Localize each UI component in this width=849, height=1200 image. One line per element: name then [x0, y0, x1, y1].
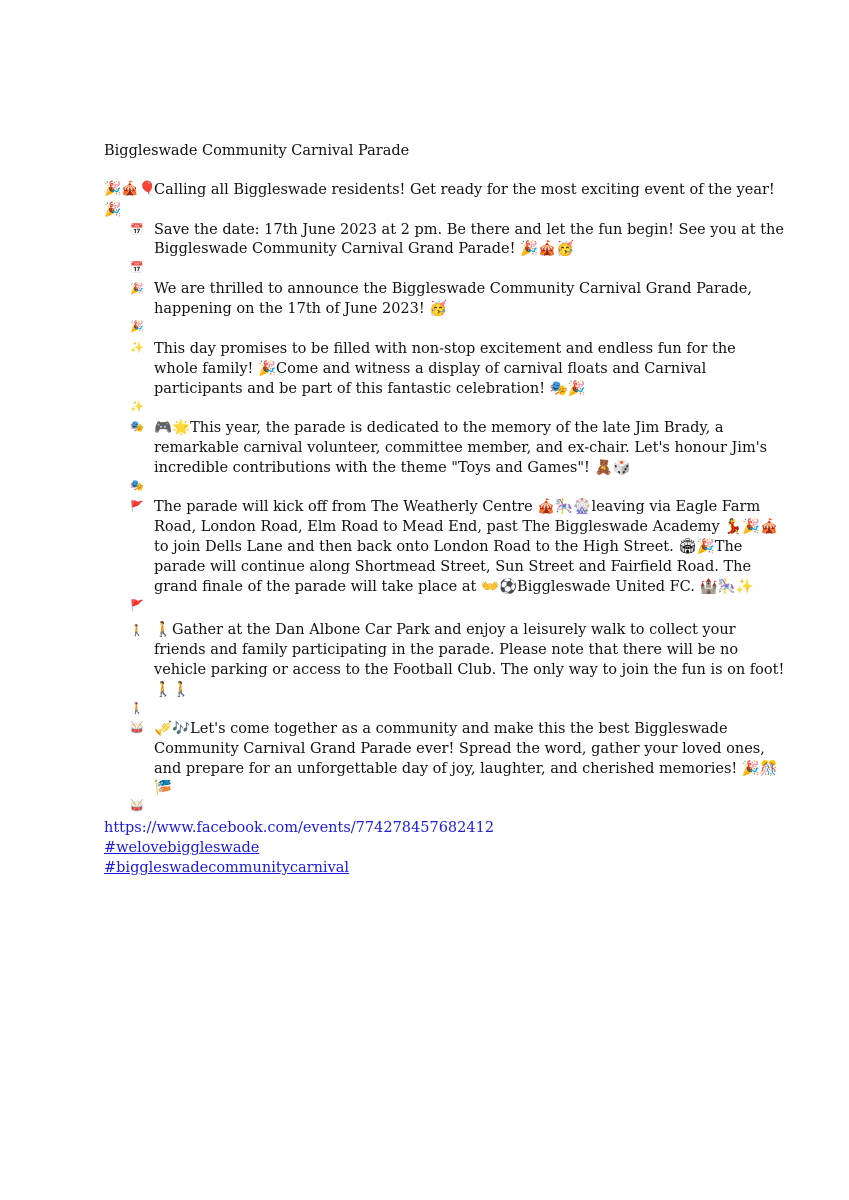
item-line: vehicle parking or access to the Football Club. The only way to join the fun is on foot! [154, 662, 785, 678]
item-line: happening on the 17th of June 2023! 🥳 [154, 301, 448, 317]
item-line: This day promises to be filled with non-stop excitement and endless fun for the [154, 341, 736, 357]
performing-arts-icon: 🎭 [130, 420, 144, 433]
item-line: Save the date: 17th June 2023 at 2 pm. Be there and let the fun begin! See you at the [154, 222, 784, 238]
item-line: The parade will kick off from The Weatherly Centre 🎪🎠🎡leaving via Eagle Farm [154, 499, 761, 515]
item-line: 🎏 [154, 780, 173, 796]
party-popper-icon: 🎉 [104, 202, 122, 218]
links-section [104, 818, 494, 878]
intro-text: Calling all Biggleswade residents! Get ready for the most exciting event of the year! [154, 182, 775, 198]
item-line: remarkable carnival volunteer, committee member, and ex-chair. Let's honour Jim's [154, 440, 768, 456]
walking-person-icon: 🚶 [130, 624, 144, 637]
item-line: incredible contributions with the theme "Toys and Games"! 🧸🎲 [154, 460, 631, 476]
item-line: 🚶🚶 [154, 682, 191, 698]
item-line: We are thrilled to announce the Biggleswade Community Carnival Grand Parade, [154, 281, 752, 297]
drum-icon: 🥁 [130, 799, 144, 812]
sparkles-icon: ✨ [130, 341, 144, 354]
item-line: 🎮🌟This year, the parade is dedicated to the memory of the late Jim Brady, a [154, 420, 724, 436]
item-line: 🚶Gather at the Dan Albone Car Park and enjoy a leisurely walk to collect your [154, 622, 736, 638]
item-line: Biggleswade Community Carnival Grand Parade! 🎉🎪🥳 [154, 241, 575, 257]
facebook-event-link[interactable]: https://www.facebook.com/events/774278457682412 [104, 820, 495, 836]
item-line: grand finale of the parade will take place at 👐⚽Biggleswade United FC. 🏰🎠✨ [154, 579, 754, 595]
item-line: parade will continue along Shortmead Street, Sun Street and Fairfield Road. The [154, 559, 752, 575]
item-line: and prepare for an unforgettable day of joy, laughter, and cherished memories! 🎉🎊 [154, 761, 778, 777]
walking-person-icon: 🚶 [130, 702, 144, 715]
party-popper-icon: 🎉 [130, 282, 144, 295]
item-line: participants and be part of this fantastic celebration! 🎭🎉 [154, 381, 586, 397]
hashtag-welovebiggleswade-link[interactable]: #welovebiggleswade [104, 840, 260, 856]
hashtag-biggleswadecommunitycarnival-link[interactable]: #biggleswadecommunitycarnival [104, 860, 350, 876]
red-flag-icon: 🚩 [130, 500, 144, 513]
performing-arts-icon: 🎭 [130, 479, 144, 492]
item-line: friends and family participating in the parade. Please note that there will be no [154, 642, 739, 658]
red-flag-icon: 🚩 [130, 599, 144, 612]
sparkles-icon: ✨ [130, 400, 144, 413]
item-line: to join Dells Lane and then back onto London Road to the High Street. 🏟🎉The [154, 539, 743, 555]
party-balloon-icons: 🎉🎪🎈 [104, 181, 157, 197]
party-popper-icon: 🎉 [130, 320, 144, 333]
document-title: Biggleswade Community Carnival Parade [104, 143, 410, 159]
calendar-icon: 📅 [130, 261, 144, 274]
item-line: Road, London Road, Elm Road to Mead End, past The Biggleswade Academy 💃🎉🎪 [154, 519, 779, 535]
calendar-icon: 📅 [130, 223, 144, 236]
drum-icon: 🥁 [130, 721, 144, 734]
item-line: 🎺🎶Let's come together as a community and make this the best Biggleswade [154, 721, 728, 737]
item-line: Community Carnival Grand Parade ever! Spread the word, gather your loved ones, [154, 741, 765, 757]
item-line: whole family! 🎉Come and witness a display of carnival floats and Carnival [154, 361, 707, 377]
